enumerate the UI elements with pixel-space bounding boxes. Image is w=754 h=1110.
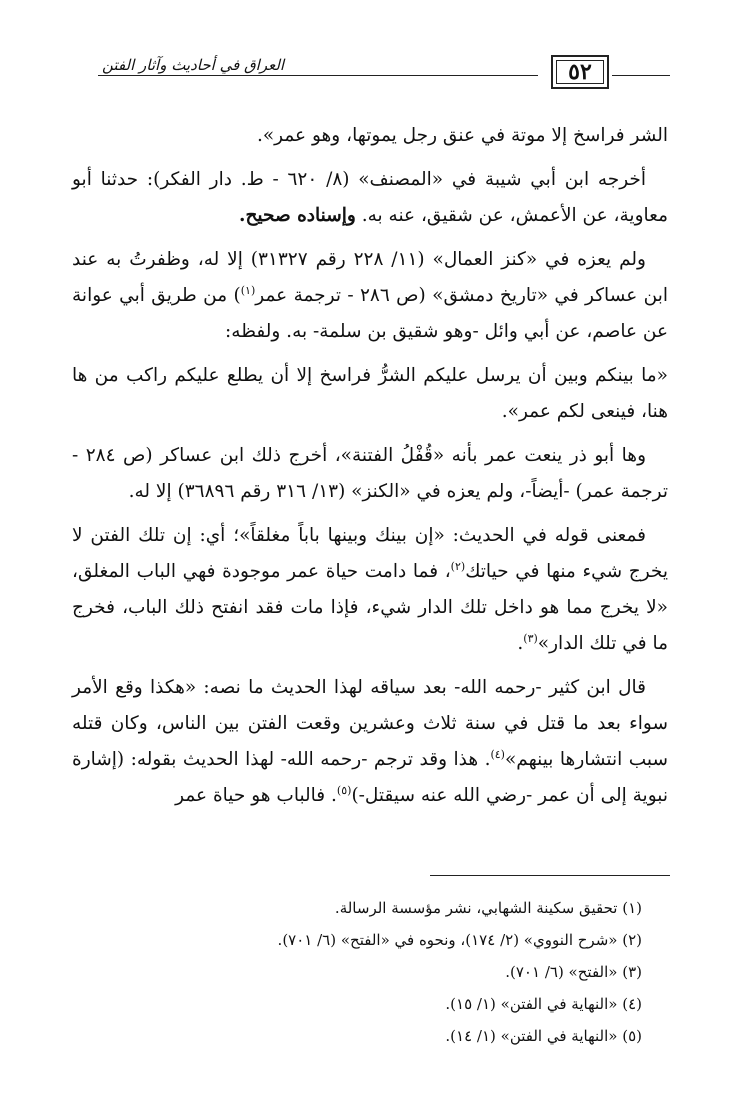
paragraph-text: فمعنى قوله في الحديث: «إن بينك وبينها باباً مغلقاً»؛ أي: إن تلك الفتن لا يخرج شيء منها في حياتك	[72, 525, 668, 582]
book-title: العراق في أحاديث وآثار الفتن	[98, 56, 366, 74]
paragraph-text: أخرجه ابن أبي شيبة في «المصنف» (٨/ ٦٢٠ - ط. دار الفكر): حدثنا أبو معاوية، عن الأعمش، عن شقيق، عنه به.	[72, 169, 668, 226]
paragraph-text: وها أبو ذر ينعت عمر بأنه «قُفْلُ الفتنة»، أخرج ذلك ابن عساكر (ص ٢٨٤ - ترجمة عمر) -أيضاً-، ولم يعزه في «الكنز» (١٣/ ٣١٦ رقم ٣٦٨٩٦) إلا له.	[72, 445, 668, 502]
paragraph-text: «ما بينكم وبين أن يرسل عليكم الشرُّ فراسخ إلا أن يطلع عليكم راكب من ها هنا، فينعى لكم عمر».	[72, 365, 668, 422]
main-text	[72, 118, 668, 822]
paragraph-1	[72, 118, 668, 154]
footnote-ref-3[interactable]: (٣)	[523, 631, 538, 645]
paragraph-7	[72, 670, 668, 814]
paragraph-text: .	[517, 633, 524, 654]
paragraph-3	[72, 242, 668, 350]
footnotes	[72, 892, 642, 1052]
paragraph-text: ، فما دامت حياة عمر موجودة فهي الباب المغلق، «لا يخرج مما هو داخل تلك الدار شيء، فإذا مات فقد انفتح ذلك الباب، فخرج ما في تلك الدار»	[72, 561, 668, 654]
page-number-box	[551, 55, 609, 89]
footnote-3: (٣) «الفتح» (٦/ ٧٠١).	[505, 963, 642, 981]
paragraph-text: قال ابن كثير -رحمه الله- بعد سياقه لهذا الحديث ما نصه: «هكذا وقع الأمر سواء بعد ما قتل في سنة ثلاث وعشرين وقعت الفتن بين الناس، وكان قتله سبب انتشارها بينهم»	[72, 677, 668, 770]
footnote-ref-2[interactable]: (٢)	[450, 559, 466, 573]
header-rule-left	[98, 75, 538, 76]
header-rule-right	[612, 75, 670, 76]
paragraph-6	[72, 518, 668, 662]
isnad-verdict: وإسناده صحيح.	[239, 205, 356, 226]
footnote-ref-4[interactable]: (٤)	[490, 747, 505, 761]
paragraph-2	[72, 162, 668, 234]
footnote-separator	[430, 875, 670, 876]
footnote-5: (٥) «النهاية في الفتن» (١/ ١٤).	[445, 1027, 642, 1045]
footnote-2: (٢) «شرح النووي» (٢/ ١٧٤)، ونحوه في «الفتح» (٦/ ٧٠١).	[277, 931, 642, 949]
footnote-4: (٤) «النهاية في الفتن» (١/ ١٥).	[445, 995, 642, 1013]
paragraph-4	[72, 358, 668, 430]
page-number: ٥٢	[568, 59, 592, 85]
paragraph-text: ) من طريق أبي عوانة عن عاصم، عن أبي وائل -وهو شقيق بن سلمة- به. ولفظه:	[72, 285, 668, 342]
paragraph-text: . فالباب هو حياة عمر	[175, 785, 337, 806]
paragraph-text: ولم يعزه في «كنز العمال» (١١/ ٢٢٨ رقم ٣١٣٢٧) إلا له، وظفرتُ به عند ابن عساكر في «تاريخ دمشق» (ص ٢٨٦ - ترجمة عمر	[72, 249, 668, 306]
footnote-1: (١) تحقيق سكينة الشهابي، نشر مؤسسة الرسالة.	[334, 899, 642, 917]
footnote-ref-1[interactable]: (١)	[240, 283, 256, 297]
footnote-ref-5[interactable]: (٥)	[336, 783, 352, 797]
paragraph-text: . هذا وقد ترجم -رحمه الله- لهذا الحديث بقوله: (إشارة نبوية إلى أن عمر -رضي الله عنه سيقتل-)	[72, 749, 668, 806]
paragraph-5	[72, 438, 668, 510]
paragraph-text: الشر فراسخ إلا موتة في عنق رجل يموتها، وهو عمر».	[256, 125, 668, 146]
